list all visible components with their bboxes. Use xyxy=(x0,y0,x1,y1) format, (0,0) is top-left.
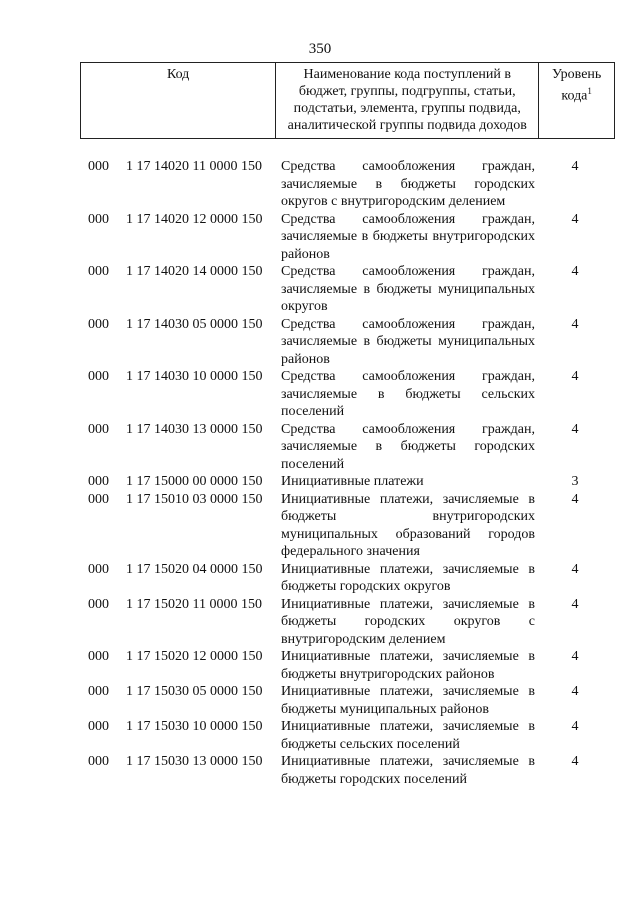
row-income-code: 1 17 14030 13 0000 150 xyxy=(126,421,263,437)
table-row xyxy=(0,596,640,649)
row-level: 4 xyxy=(571,491,579,507)
row-name: Средства самообложения граждан, зачисляемые в бюджеты муниципальных округов xyxy=(281,264,535,314)
row-income-code: 1 17 15030 13 0000 150 xyxy=(126,754,263,769)
row-name: Инициативные платежи, зачисляемые в бюджеты внутригородских районов xyxy=(281,649,535,682)
page-number: 350 xyxy=(308,41,332,57)
header-code: Код xyxy=(81,63,276,138)
row-admin-code: 000 xyxy=(88,596,109,612)
row-name: Инициативные платежи, зачисляемые в бюджеты городских округов xyxy=(281,561,535,594)
row-level: 4 xyxy=(571,596,579,612)
row-name: Средства самообложения граждан, зачисляемые в бюджеты сельских поселений xyxy=(281,369,535,419)
row-admin-code: 000 xyxy=(88,649,109,664)
table-row xyxy=(0,753,640,788)
table-row xyxy=(0,316,640,369)
row-admin-code: 000 xyxy=(88,684,109,699)
header-level-label: Уровень кода xyxy=(551,67,602,104)
row-admin-code: 000 xyxy=(88,474,109,489)
row-income-code: 1 17 14020 11 0000 150 xyxy=(126,159,262,174)
table-row xyxy=(0,368,640,421)
row-name: Инициативные платежи, зачисляемые в бюджеты городских поселений xyxy=(281,754,535,787)
row-income-code: 1 17 15020 04 0000 150 xyxy=(126,561,263,577)
row-level: 4 xyxy=(571,754,579,769)
table-row xyxy=(0,718,640,753)
header-level-footnote: 1 xyxy=(587,86,592,96)
table-header xyxy=(80,62,615,139)
row-admin-code: 000 xyxy=(88,211,109,227)
row-level: 4 xyxy=(571,159,579,174)
row-income-code: 1 17 15030 05 0000 150 xyxy=(126,684,263,699)
row-name: Инициативные платежи, зачисляемые в бюджеты муниципальных районов xyxy=(281,684,535,717)
table-row xyxy=(0,648,640,683)
table-row xyxy=(0,491,640,561)
row-level: 4 xyxy=(571,211,579,227)
row-income-code: 1 17 15010 03 0000 150 xyxy=(126,491,263,507)
row-name: Средства самообложения граждан, зачисляемые в бюджеты муниципальных районов xyxy=(281,316,535,367)
row-income-code: 1 17 15020 12 0000 150 xyxy=(126,649,263,664)
row-admin-code: 000 xyxy=(88,719,109,734)
row-admin-code: 000 xyxy=(88,316,109,332)
row-income-code: 1 17 14030 05 0000 150 xyxy=(126,316,263,332)
row-income-code: 1 17 15020 11 0000 150 xyxy=(126,596,262,612)
row-level: 4 xyxy=(571,561,579,577)
row-name: Средства самообложения граждан, зачисляемые в бюджеты городских поселений xyxy=(281,421,535,472)
row-name: Инициативные платежи, зачисляемые в бюджеты внутригородских муниципальных образований городов федерального значения xyxy=(281,491,535,559)
table-row xyxy=(0,683,640,718)
row-level: 4 xyxy=(571,684,579,699)
table-row xyxy=(0,211,640,264)
row-level: 4 xyxy=(571,649,579,664)
row-admin-code: 000 xyxy=(88,264,109,279)
row-level: 4 xyxy=(571,369,579,384)
header-name: Наименование кода поступлений в бюджет, группы, подгруппы, статьи, подстатьи, элемента, группы подвида, аналитической группы подвида доходов xyxy=(276,63,539,138)
row-admin-code: 000 xyxy=(88,754,109,769)
table-row xyxy=(0,421,640,474)
row-income-code: 1 17 15030 10 0000 150 xyxy=(126,719,263,734)
table-body xyxy=(0,158,640,788)
row-admin-code: 000 xyxy=(88,561,109,577)
table-row xyxy=(0,263,640,316)
row-name: Инициативные платежи xyxy=(281,474,424,489)
row-level: 4 xyxy=(571,719,579,734)
row-level: 4 xyxy=(571,421,579,437)
row-admin-code: 000 xyxy=(88,491,109,507)
table-row xyxy=(0,473,640,491)
row-name: Средства самообложения граждан, зачисляемые в бюджеты городских округов с внутригородским делением xyxy=(281,159,535,209)
row-name: Средства самообложения граждан, зачисляемые в бюджеты внутригородских районов xyxy=(281,211,535,262)
row-name: Инициативные платежи, зачисляемые в бюджеты сельских поселений xyxy=(281,719,535,752)
table-row xyxy=(0,561,640,596)
row-level: 3 xyxy=(571,474,579,489)
row-income-code: 1 17 15000 00 0000 150 xyxy=(126,474,263,489)
row-level: 4 xyxy=(571,264,579,279)
header-level xyxy=(539,63,614,138)
row-name: Инициативные платежи, зачисляемые в бюджеты городских округов с внутригородским делением xyxy=(281,596,535,647)
row-income-code: 1 17 14020 14 0000 150 xyxy=(126,264,263,279)
row-income-code: 1 17 14020 12 0000 150 xyxy=(126,211,263,227)
table-row xyxy=(0,158,640,211)
row-admin-code: 000 xyxy=(88,421,109,437)
row-admin-code: 000 xyxy=(88,369,109,384)
row-income-code: 1 17 14030 10 0000 150 xyxy=(126,369,263,384)
row-admin-code: 000 xyxy=(88,159,109,174)
row-level: 4 xyxy=(571,316,579,332)
